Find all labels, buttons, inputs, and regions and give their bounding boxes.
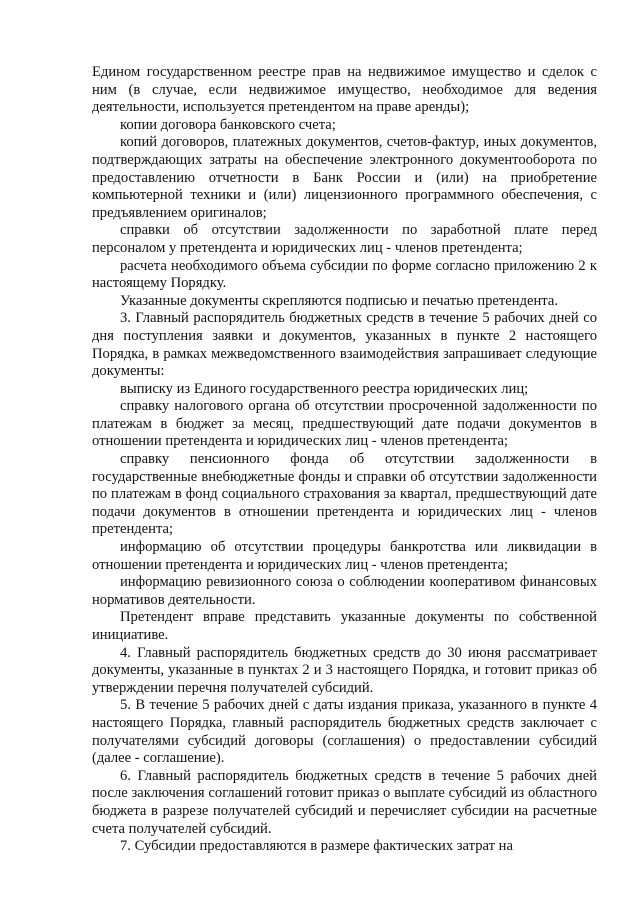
- paragraph-contract-copies: копий договоров, платежных документов, счетов-фактур, иных документов, подтверждающих затраты на обеспечение электронного документооборота по предоставлению отчетности в Банк России и (или) на приобретение компьютерной техники и (или) лицензионного программного обеспечения, с предъявлением оригиналов;: [92, 134, 597, 221]
- paragraph-pension-fund-certificate: справку пенсионного фонда об отсутствии задолженности в государственные внебюджетные фонды и справки об отсутствии задолженности по платежам в фонд социального страхования за квартал, предшествующий дате подачи документов в отношении претендента и юридических лиц - членов претендента;: [92, 451, 597, 538]
- paragraph-tax-certificate: справку налогового органа об отсутствии просроченной задолженности по платежам в бюджет за месяц, предшествующий дате подачи документов в отношении претендента и юридических лиц - членов претендента;: [92, 398, 597, 450]
- paragraph-item-5: 5. В течение 5 рабочих дней с даты издания приказа, указанного в пункте 4 настоящего Порядка, главный распорядитель бюджетных средств заключает с получателями субсидий договоры (соглашения) о предоставлении субсидий (далее - соглашение).: [92, 697, 597, 767]
- paragraph-own-initiative: Претендент вправе представить указанные документы по собственной инициативе.: [92, 609, 597, 643]
- paragraph-item-6: 6. Главный распорядитель бюджетных средств в течение 5 рабочих дней после заключения соглашений готовит приказ о выплате субсидий из областного бюджета в разрезе получателей субсидий и перечисляет субсидии на расчетные счета получателей субсидий.: [92, 767, 597, 837]
- paragraph-continuation: Едином государственном реестре прав на недвижимое имущество и сделок с ним (в случае, если недвижимое имущество, необходимое для ведения деятельности, используется претендентом на праве аренды);: [92, 64, 597, 116]
- paragraph-bank-account-copies: копии договора банковского счета;: [120, 116, 336, 133]
- paragraph-signature-seal: Указанные документы скрепляются подписью и печатью претендента.: [120, 292, 558, 309]
- paragraph-salary-debt-certificate: справки об отсутствии задолженности по заработной плате перед персоналом у претендента и юридических лиц - членов претендента;: [92, 222, 597, 256]
- document-page: [92, 64, 597, 856]
- paragraph-audit-union-info: информацию ревизионного союза о соблюдении кооперативом финансовых нормативов деятельности.: [92, 574, 597, 608]
- paragraph-registry-extract: выписку из Единого государственного реестра юридических лиц;: [120, 380, 529, 397]
- paragraph-item-7: 7. Субсидии предоставляются в размере фактических затрат на: [120, 838, 513, 855]
- paragraph-item-4: 4. Главный распорядитель бюджетных средств до 30 июня рассматривает документы, указанные в пунктах 2 и 3 настоящего Порядка, и готовит приказ об утверждении перечня получателей субсидий.: [92, 644, 597, 696]
- paragraph-subsidy-calculation: расчета необходимого объема субсидии по форме согласно приложению 2 к настоящему Порядку.: [92, 257, 597, 292]
- paragraph-item-3: 3. Главный распорядитель бюджетных средств в течение 5 рабочих дней со дня поступления заявки и документов, указанных в пункте 2 настоящего Порядка, в рамках межведомственного взаимодействия запрашивает следующие документы:: [92, 310, 597, 380]
- paragraph-bankruptcy-info: информацию об отсутствии процедуры банкротства или ликвидации в отношении претендента и юридических лиц - членов претендента;: [92, 539, 597, 573]
